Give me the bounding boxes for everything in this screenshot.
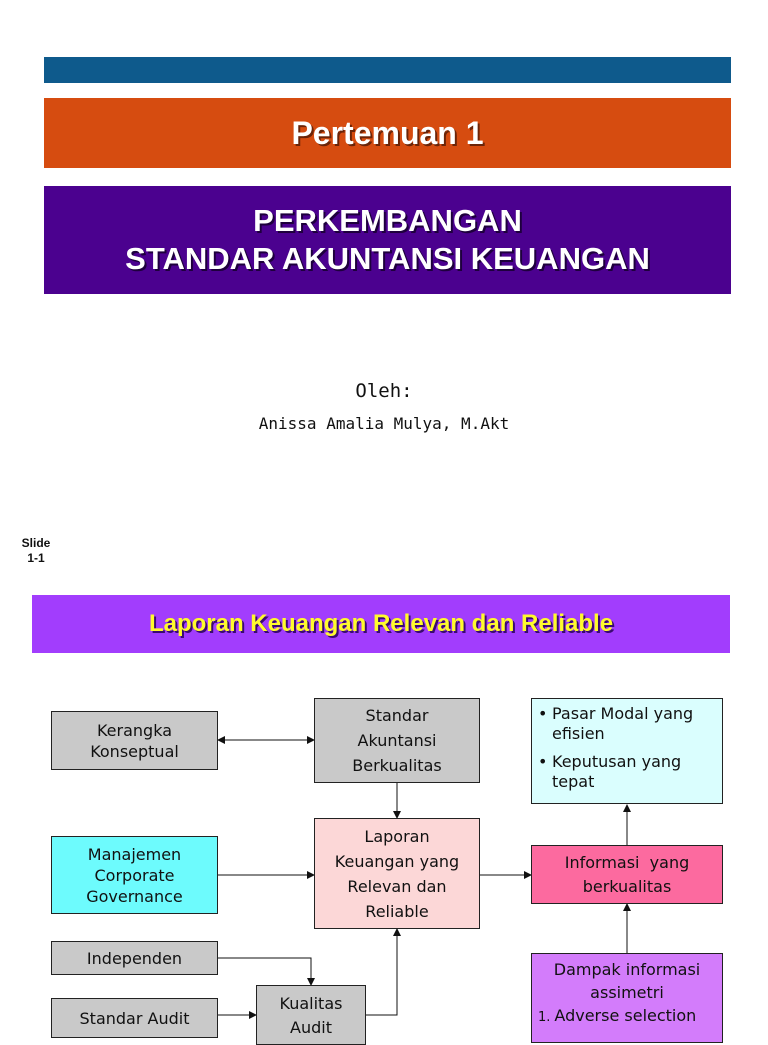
slide-number-label: Slide: [21, 536, 51, 550]
box-manajemen-governance: [51, 836, 218, 914]
box-laporan-keuangan: [314, 818, 480, 929]
box-text: Dampak informasi: [553, 960, 701, 979]
box-text: Keuangan yang: [334, 851, 460, 871]
box-text: assimetri: [590, 983, 664, 1002]
list-item-number: 1.: [538, 1010, 551, 1025]
arrow-independen-kualitas: [218, 958, 311, 985]
box-text: Akuntansi: [357, 731, 437, 750]
box-text: Kerangka: [96, 720, 172, 740]
box-standar-audit: [51, 998, 218, 1038]
by-label: Oleh:: [355, 380, 413, 402]
slide-title: Pertemuan 1: [291, 114, 484, 151]
subtitle-line-1: PERKEMBANGAN: [253, 203, 522, 238]
subtitle-line-2: STANDAR AKUNTANSI KEUANGAN: [125, 241, 650, 276]
box-kualitas-audit: [256, 985, 366, 1045]
box-kerangka-konseptual: [51, 711, 218, 770]
box-text: Independen: [86, 948, 183, 968]
box-text: Governance: [86, 886, 183, 906]
slide2-title: Laporan Keuangan Relevan dan Reliable: [148, 610, 614, 637]
box-text: berkualitas: [582, 876, 672, 896]
list-item: [532, 1004, 722, 1029]
box-text: Standar: [365, 706, 429, 725]
box-text: Manajemen: [87, 844, 182, 864]
slide-number-value: 1-1: [27, 551, 45, 565]
list-item-text: Adverse selection: [554, 1006, 697, 1025]
box-text: Corporate: [94, 865, 175, 885]
box-outcomes: [531, 698, 723, 804]
arrow-kualitas-laporan: [366, 929, 397, 1015]
box-text: Konseptual: [90, 741, 179, 761]
box-text: Standar Audit: [79, 1008, 190, 1028]
box-text: Berkualitas: [352, 756, 442, 775]
box-text: Kualitas: [279, 994, 343, 1013]
box-informasi-berkualitas: [531, 845, 723, 904]
box-dampak-informasi: [531, 953, 723, 1043]
box-text: Relevan dan: [347, 876, 447, 896]
box-text: Informasi yang: [564, 852, 690, 872]
bullet-item: • Keputusan yang tepat: [538, 752, 716, 792]
box-text: Laporan: [364, 826, 430, 846]
box-standar-akuntansi: [314, 698, 480, 783]
box-text: Audit: [290, 1018, 332, 1037]
author-name: Anissa Amalia Mulya, M.Akt: [258, 414, 510, 433]
box-independen: [51, 941, 218, 975]
box-text: Reliable: [365, 901, 429, 921]
bullet-item: • Pasar Modal yang efisien: [538, 704, 716, 744]
